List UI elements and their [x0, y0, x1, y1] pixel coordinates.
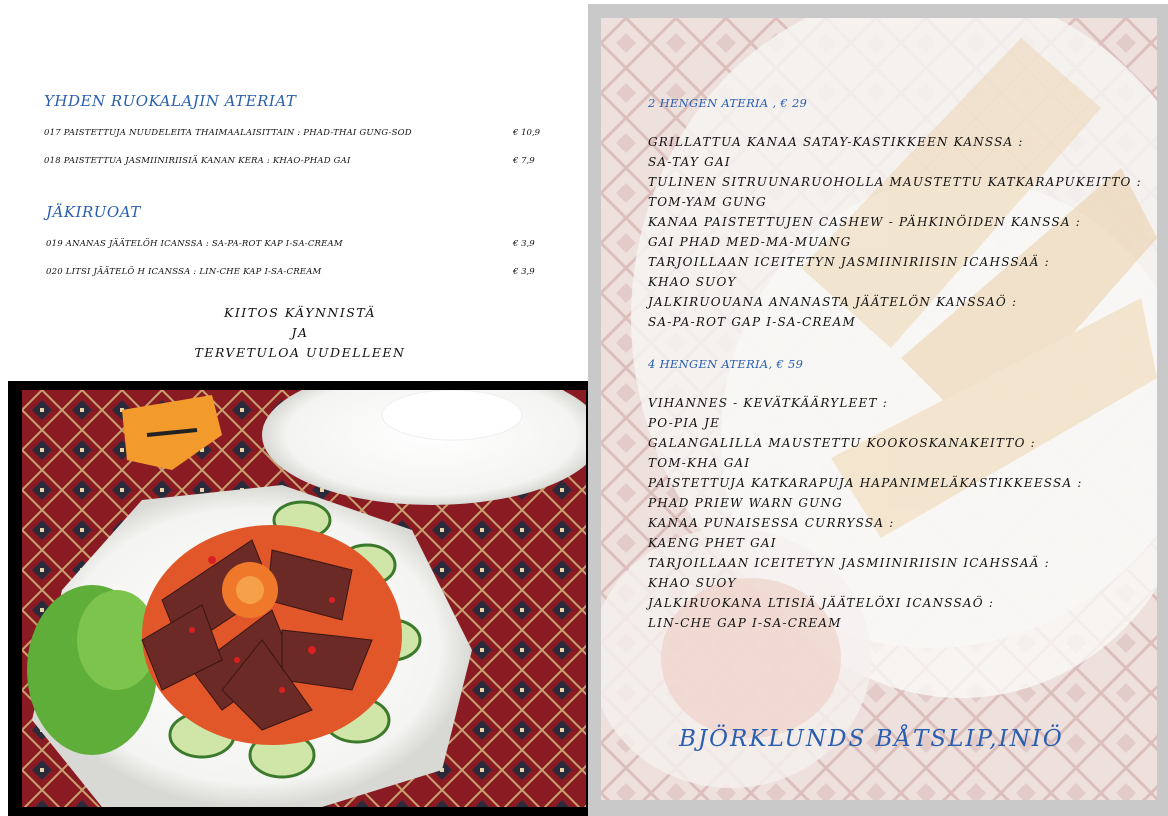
section-title-desserts: JÄKIRUOAT: [46, 203, 141, 221]
menu4-line-6: PHAD PRIEW WARN GUNG: [648, 496, 843, 510]
restaurant-brand: BJÖRKLUNDS BÅTSLIP,INIÖ: [679, 726, 1064, 752]
menu4-line-8: KAENG PHET GAI: [648, 536, 777, 550]
menu-price-017: € 10,9: [513, 128, 541, 138]
menu-item-018: 018 PAISTETTUA JASMIINIRIISIÄ KANAN KERA : KHAO-PHAD GAI: [44, 156, 351, 166]
thank-you-message: [150, 303, 450, 363]
menu2-line-3: TULINEN SITRUUNARUOHOLLA MAUSTETTU KATKARAPUKEITTO :: [648, 175, 1142, 189]
food-photo-illustration: [22, 390, 586, 807]
menu4-line-7: KANAA PUNAISESSA CURRYSSA :: [648, 516, 895, 530]
menu2-line-7: TARJOILLAAN ICEITETYN JASMIINIRIISIN ICAHSSAÄ :: [648, 255, 1050, 269]
thanks-line-1: KIITOS KÄYNNISTÄ: [224, 305, 376, 320]
menu4-line-2: PO-PIA JE: [648, 416, 721, 430]
menu2-line-10: SA-PA-ROT GAP I-SA-CREAM: [648, 315, 856, 329]
thanks-line-3: TERVETULOA UUDELLEEN: [194, 345, 406, 360]
menu4-line-11: JALKIRUOKANA LTISIÄ JÄÄTELÖXI ICANSSAÖ :: [648, 596, 995, 610]
menu-price-018: € 7,9: [513, 156, 535, 166]
menu-2-persons-title: 2 HENGEN ATERIA , € 29: [648, 96, 808, 110]
menu4-line-3: GALANGALILLA MAUSTETTU KOOKOSKANAKEITTO :: [648, 436, 1036, 450]
menu-item-019: 019 ANANAS JÄÄTELÖH ICANSSA : SA-PA-ROT KAP I-SA-CREAM: [46, 239, 343, 249]
menu2-line-2: SA-TAY GAI: [648, 155, 731, 169]
menu-price-019: € 3,9: [513, 239, 535, 249]
menu-item-017: 017 PAISTETTUJA NUUDELEITA THAIMAALAISITTAIN : PHAD-THAI GUNG-SOD: [44, 128, 412, 138]
menu2-line-1: GRILLATTUA KANAA SATAY-KASTIKKEEN KANSSA :: [648, 135, 1024, 149]
menu4-line-5: PAISTETTUJA KATKARAPUJA HAPANIMELÄKASTIKKEESSA :: [648, 476, 1083, 490]
menu4-line-10: KHAO SUOY: [648, 576, 737, 590]
menu2-line-4: TOM-YAM GUNG: [648, 195, 767, 209]
menu2-line-9: JALKIRUOUANA ANANASTA JÄÄTELÖN KANSSAÖ :: [648, 295, 1018, 309]
thanks-line-2: JA: [291, 325, 309, 340]
menu-4-persons-title: 4 HENGEN ATERIA, € 59: [648, 357, 804, 371]
section-title-single-dish: YHDEN RUOKALAJIN ATERIAT: [44, 92, 297, 110]
photo-frame: [8, 381, 590, 816]
menu4-line-12: LIN-CHE GAP I-SA-CREAM: [648, 616, 842, 630]
right-page: [601, 18, 1157, 800]
menu-price-020: € 3,9: [513, 267, 535, 277]
menu2-line-5: KANAA PAISTETTUJEN CASHEW - PÄHKINÖIDEN KANSSA :: [648, 215, 1081, 229]
menu4-line-1: VIHANNES - KEVÄTKÄÄRYLEET :: [648, 396, 888, 410]
menu2-line-8: KHAO SUOY: [648, 275, 737, 289]
food-photo: [22, 390, 586, 807]
menu4-line-9: TARJOILLAAN ICEITETYN JASMIINIRIISIN ICAHSSAÄ :: [648, 556, 1050, 570]
menu4-line-4: TOM-KHA GAI: [648, 456, 751, 470]
menu2-line-6: GAI PHAD MED-MA-MUANG: [648, 235, 852, 249]
menu-item-020: 020 LITSI JÄÄTELÖ H ICANSSA : LIN-CHE KAP I-SA-CREAM: [46, 267, 322, 277]
